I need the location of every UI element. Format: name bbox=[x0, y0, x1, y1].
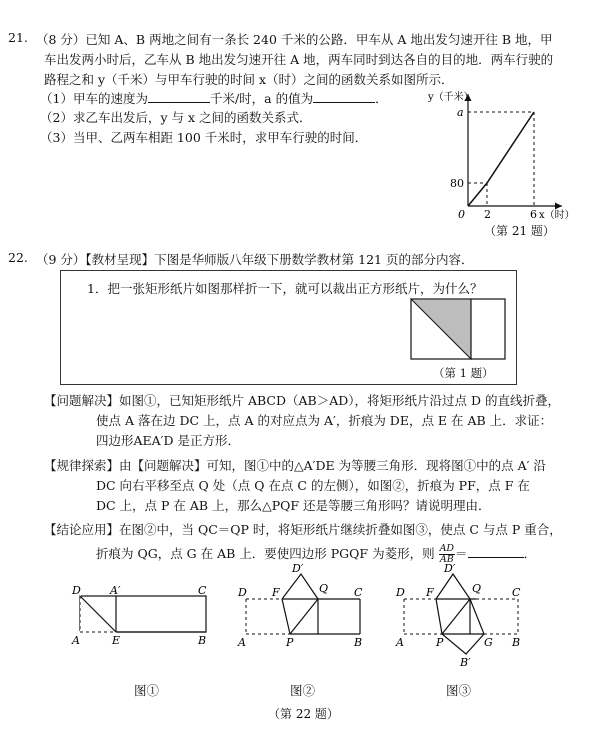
box-caption: （第 1 题） bbox=[433, 366, 494, 380]
y-axis-label: y（千米） bbox=[428, 92, 474, 103]
fig3-label-Q: Q bbox=[472, 582, 482, 595]
fig2-caption: 图② bbox=[290, 683, 316, 698]
q21-blank-speed bbox=[148, 91, 210, 103]
frac-denominator: AB bbox=[439, 554, 454, 565]
q22-caption: （第 22 题） bbox=[268, 707, 339, 721]
q21-part1-b: 千米/时，a 的值为 bbox=[209, 91, 314, 106]
q21-line3: 路程之和 y（千米）与甲车行驶的时间 x（时）之间的函数关系如图所示． bbox=[44, 72, 454, 87]
fig3-label-D: D bbox=[396, 586, 405, 599]
fig1-label-B: B bbox=[198, 634, 207, 646]
s1-line3: 四边形AEA′D 是正方形． bbox=[96, 433, 241, 448]
s3-equals: ＝ bbox=[455, 546, 468, 561]
q22-intro: （9 分）【教材呈现】下图是华师版八年级下册数学教材第 121 页的部分内容． bbox=[36, 252, 474, 267]
frac-numerator: AD bbox=[439, 543, 455, 554]
q21-graph bbox=[410, 86, 580, 236]
q21-part2: （2）求乙车出发后，y 与 x 之间的函数关系式． bbox=[40, 110, 312, 125]
fig1-label-E: E bbox=[112, 634, 121, 646]
s2-line3: DC 上，点 P 在 AB 上，那么△PQF 还是等腰三角形吗？请说明理由． bbox=[96, 498, 491, 513]
x-axis-label: x（时） bbox=[539, 210, 575, 221]
q21-line2: 车出发两小时后，乙车从 B 地出发匀速开往 A 地，两车同时到达各自的目的地．两车行驶的 bbox=[44, 52, 554, 67]
fig1-label-D: D bbox=[72, 584, 81, 597]
s3-line1: 【结论应用】在图②中，当 QC＝QP 时，将矩形纸片继续折叠如图③，使点 C 与点 P 重合， bbox=[44, 522, 562, 537]
fig2-label-P: P bbox=[286, 636, 294, 648]
q21-part3: （3）当甲、乙两车相距 100 千米时，求甲车行驶的时间． bbox=[40, 130, 368, 145]
fig3-label-A: A bbox=[396, 636, 404, 649]
figure-3 bbox=[392, 560, 532, 668]
label-6: 6 bbox=[530, 208, 537, 221]
s3-end: ． bbox=[523, 546, 537, 561]
fig2-label-C: C bbox=[354, 586, 363, 599]
fig3-label-F: F bbox=[426, 586, 434, 599]
fig2-label-D1: D′ bbox=[292, 562, 304, 575]
fig1-label-A: A bbox=[72, 634, 80, 646]
q21-caption: （第 21 题） bbox=[484, 224, 555, 238]
fig3-caption: 图③ bbox=[446, 683, 472, 698]
fig1-label-A1: A′ bbox=[110, 584, 121, 597]
label-a: a bbox=[457, 106, 464, 119]
box-figure bbox=[409, 297, 509, 367]
fig2-label-F: F bbox=[272, 586, 280, 599]
fig2-label-Q: Q bbox=[319, 582, 329, 595]
s1-line2: 使点 A 落在边 DC 上，点 A 的对应点为 A′，折痕为 DE，点 E 在 AB 上．求证： bbox=[96, 413, 553, 428]
q21-part1-a: （1）甲车的速度为 bbox=[40, 91, 148, 106]
q21-part1-c: ． bbox=[375, 91, 388, 106]
q21-number: 21. bbox=[8, 30, 28, 45]
fig3-label-C: C bbox=[512, 586, 521, 599]
label-2: 2 bbox=[484, 208, 491, 221]
q21-blank-a bbox=[313, 91, 375, 103]
graph-line bbox=[468, 112, 534, 206]
fig3-label-B1: B′ bbox=[460, 656, 471, 668]
fig3-label-B: B bbox=[512, 636, 521, 649]
s2-line2: DC 向右平移至点 Q 处（点 Q 在点 C 的左侧），如图②，折痕为 PF，点 F 在 bbox=[96, 478, 530, 493]
fig2-label-D: D bbox=[238, 586, 247, 599]
fig3-label-D1: D′ bbox=[444, 562, 456, 575]
q22-blank-ratio bbox=[468, 546, 524, 558]
fig2-label-B: B bbox=[354, 636, 363, 648]
figure-1 bbox=[66, 580, 218, 646]
s2-line1: 【规律探索】由【问题解决】可知，图①中的△A′DE 为等腰三角形．现将图①中的点 A′ 沿 bbox=[44, 458, 546, 473]
fig3-label-G: G bbox=[484, 636, 493, 649]
fig1-caption: 图① bbox=[134, 683, 160, 698]
fig1-label-C: C bbox=[198, 584, 207, 597]
label-80: 80 bbox=[450, 177, 464, 190]
s3-line2-text: 折痕为 QG，点 G 在 AB 上．要使四边形 PGQF 为菱形，则 bbox=[96, 546, 435, 561]
q21-line1: （8 分）已知 A、B 两地之间有一条长 240 千米的公路．甲车从 A 地出发匀速开往 B 地，甲 bbox=[36, 32, 553, 47]
q22-number: 22. bbox=[8, 250, 28, 265]
s1-line1: 【问题解决】如图①，已知矩形纸片 ABCD（AB＞AD），将矩形纸片沿过点 D 的直线折叠， bbox=[44, 393, 560, 408]
q21-part1 bbox=[40, 89, 388, 107]
textbook-excerpt-box bbox=[60, 270, 517, 385]
box-text: 1．把一张矩形纸片如图那样折一下，就可以裁出正方形纸片，为什么？ bbox=[87, 281, 483, 296]
fig2-label-A: A bbox=[238, 636, 246, 648]
fig3-label-P: P bbox=[436, 636, 444, 649]
figure-2 bbox=[234, 560, 374, 648]
label-origin: 0 bbox=[458, 208, 465, 221]
